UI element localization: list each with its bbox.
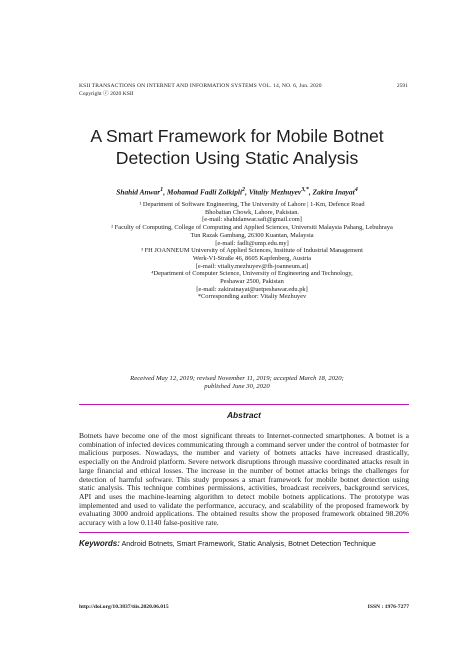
affiliations [102,201,402,301]
abstract-body: Botnets have become one of the most significant threats to Internet-connected smartphones. A botnet is a combination of infected devices communicating through a command server under the control of botmaster for malicious purposes. Nowadays, the number and variety of botnets attacks have increased drastically, especially on the Android platform. Severe network disruptions through massive coordinated attacks result in large financial and ethical losses. The increase in the number of botnet attacks brings the challenges for detection of harmful software. This study proposes a smart framework for mobile botnet detection using static analysis. This technique combines permissions, activities, broadcast receivers, background services, API and uses the machine-learning algorithm to detect mobile botnets applications. The prototype was implemented and used to validate the performance, accuracy, and scalability of the proposed framework by evaluating 3000 android applications. The obtained results show the proposed framework obtained 98.20% accuracy with a low 0.1140 false-positive rate. [79,431,409,528]
corresponding-author: *Corresponding author: Vitaliy Mezhuyev [197,293,307,301]
affiliation-line: ¹ Department of Software Engineering, The University of Lahore | 1-Km, Defence Road [139,201,365,208]
affiliation-line: Werk-VI-Straße 46, 8605 Kapfenberg, Austria [192,254,312,262]
author-name: Shahid Anwar [116,187,161,197]
copyright-line: Copyright ⓒ 2020 KSII [79,91,134,97]
paper-title [60,125,414,169]
author-sup: 2 [242,187,246,193]
page-number: 2591 [396,83,408,89]
abstract-bottom-rule [79,532,409,533]
affiliation-line: Peshawar 2500, Pakistan [220,278,284,286]
affiliation-line: Bhobatian Chowk, Lahore, Pakistan. [204,208,300,216]
affiliation-line: ⁴Department of Computer Science, University of Engineering and Technology, [151,270,353,278]
keywords-text: Android Botnets, Smart Framework, Static Analysis, Botnet Detection Technique [121,539,376,548]
issn: ISSN : 1976-7277 [367,604,409,610]
affiliation-email[interactable]: [e-mail: shahidanwar.safi@gmail.com] [202,216,302,224]
author-sup: 1 [160,187,164,193]
keywords-label: Keywords: [79,539,120,548]
title-line-2: Detection Using Static Analysis [115,148,359,168]
dates-line-2: published June 30, 2020 [204,383,270,390]
doi-link[interactable]: http://doi.org/10.3837/tiis.2020.06.015 [79,604,169,610]
affiliation-line: ³ FH JOANNEUM University of Applied Sciences, Institute of Industrial Management [141,247,363,255]
affiliation-email[interactable]: [e-mail: fadli@ump.edu.my] [215,239,289,247]
title-line-1: A Smart Framework for Mobile Botnet [90,126,384,146]
affiliation-line: Tun Razak Gambang, 26300 Kuantan, Malaysia [190,231,314,239]
affiliation-email[interactable]: [e-mail: zakirainayat@uetpeshawar.edu.pk] [196,285,308,293]
publication-dates [60,375,414,391]
author-list: Shahid Anwar$^1$, Mohamad Fadli Zolkipli$^2$, Vitaliy Mezhuyev$^{3,*}$, Zakira Inayat$^4$ [116,187,358,197]
author-sup: 3,* [301,187,309,193]
abstract-heading: Abstract [227,410,261,420]
author-sup: 4 [354,187,358,193]
author-name: Vitaliy Mezhuyev [248,187,302,197]
affiliation-line: ² Faculty of Computing, College of Computing and Applied Sciences, Universiti Malaysia Pahang, Lebuhraya [111,224,393,232]
abstract-top-rule [79,404,409,405]
journal-header: KSII TRANSACTIONS ON INTERNET AND INFORMATION SYSTEMS VOL. 14, NO. 6, Jun. 2020 [79,83,322,89]
author-name: Zakira Inayat [312,187,355,197]
author-name: Mohamad Fadli Zolkipli [166,187,243,197]
affiliation-email[interactable]: [e-mail: vitaliy.mezhuyev@fh-joanneum.at] [195,262,309,270]
keywords [79,539,409,549]
dates-line-1: Received May 12, 2019; revised November 11, 2019; accepted March 18, 2020; [130,375,344,382]
